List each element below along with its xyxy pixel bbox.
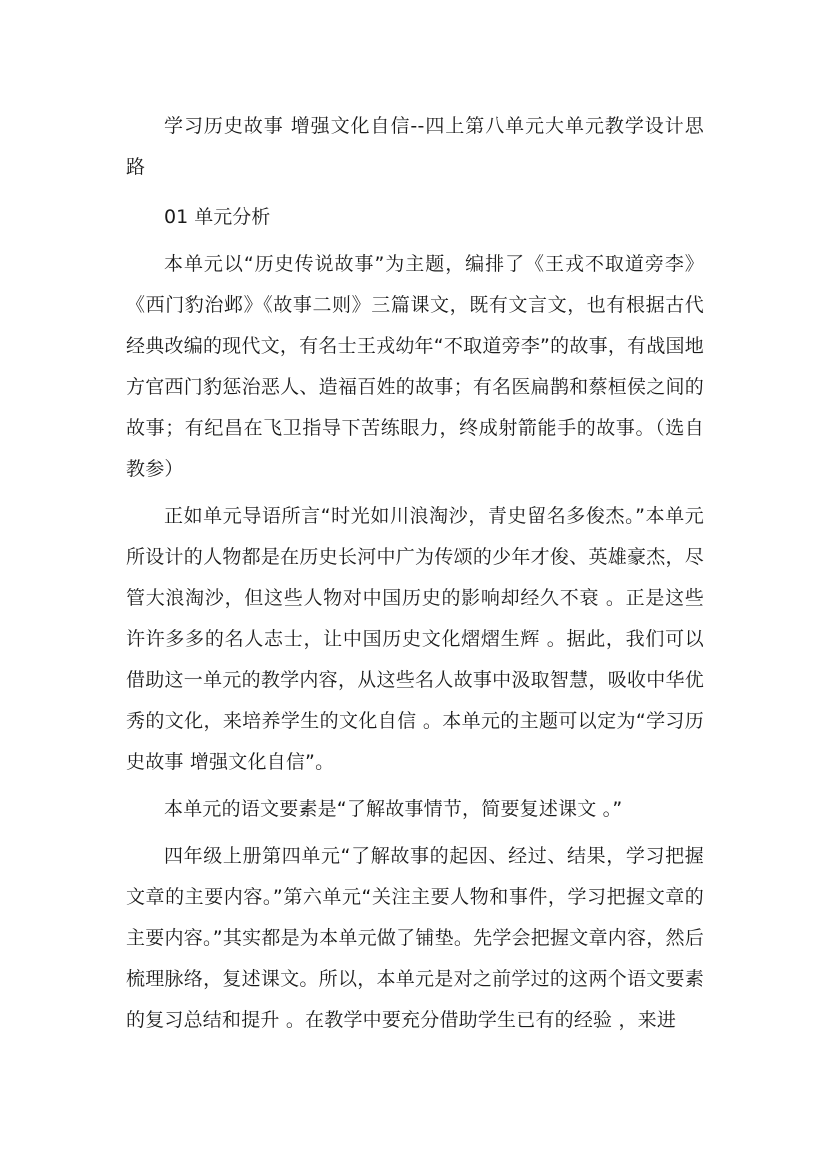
paragraph-language-element: 本单元的语文要素是“了解故事情节，简要复述课文 。” [164, 798, 623, 820]
section-heading: 01 单元分析 [164, 206, 271, 228]
document-title: 学习历史故事 增强文化自信--四上第八单元大单元教学设计思路 [126, 115, 704, 178]
paragraph-prior-units: 四年级上册第四单元“了解故事的起因、经过、结果，学习把握文章的主要内容。”第六单元“关注主要人物和事件，学习把握文章的主要内容。”其实都是为本单元做了铺垫。先学会把握文章内容，然后梳理脉络，复述课文。所以，本单元是对之前学过的这两个语文要素的复习总结和提升 。在教学中要充分借助学生已有的经验 ，来进 [126, 845, 704, 1031]
document-body [126, 106, 704, 1041]
paragraph-theme-intro: 本单元以“历史传说故事”为主题，编排了《王戎不取道旁李》《西门豹治邺》《故事二则》三篇课文，既有文言文，也有根据古代经典改编的现代文，有名士王戎幼年“不取道旁李”的故事，有战国地方官西门豹惩治恶人、造福百姓的故事；有名医扁鹊和蔡桓侯之间的故事；有纪昌在飞卫指导下苦练眼力，终成射箭能手的故事。（选自教参） [126, 253, 704, 480]
paragraph-cultural-confidence: 正如单元导语所言“时光如川浪淘沙，青史留名多俊杰。”本单元所设计的人物都是在历史长河中广为传颂的少年才俊、英雄豪杰，尽管大浪淘沙，但这些人物对中国历史的影响却经久不衰 。正是这些许许多多的名人志士，让中国历史文化熠熠生辉 。据此，我们可以借助这一单元的教学内容，从这些名人故事中汲取智慧，吸收中华优秀的文化，来培养学生的文化自信 。本单元的主题可以定为“学习历史故事 增强文化自信”。 [126, 505, 704, 773]
